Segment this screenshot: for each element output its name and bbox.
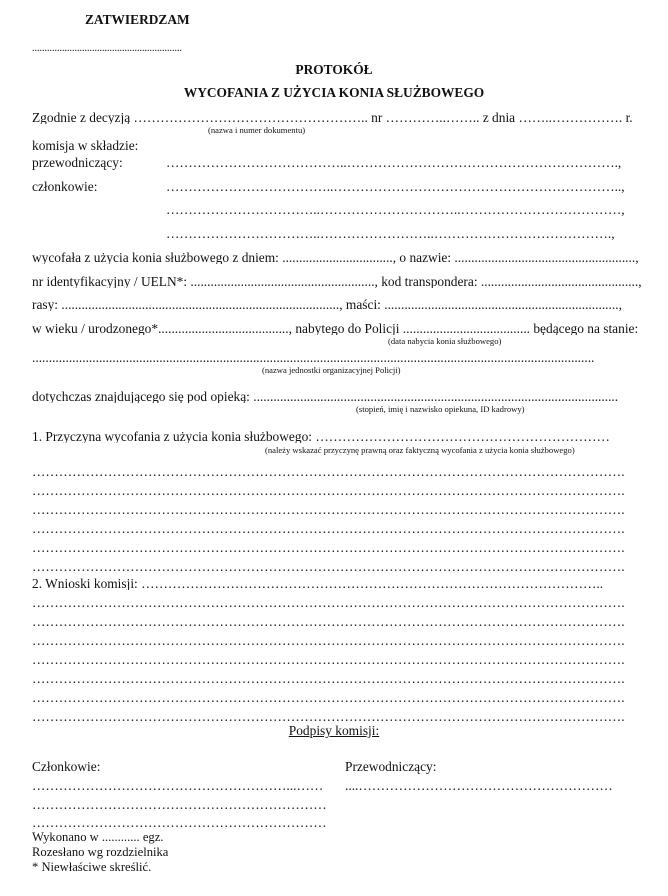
- horse-line-2: nr identyfikacyjny / UELN*: ......................................................., kod transpondera: ...............................................,: [32, 275, 642, 289]
- section-1-line: …………………………………………………………………………………………………………………….: [32, 522, 625, 536]
- section-2-line: …………………………………………………………………………………………………………………….: [32, 634, 625, 648]
- member-line-3: ……………………………..……………………..………………………………….,: [166, 227, 615, 241]
- section-2-line: …………………………………………………………………………………………………………………….: [32, 596, 625, 610]
- title-line-2: WYCOFANIA Z UŻYCIA KONIA SŁUŻBOWEGO: [183, 85, 485, 100]
- member-line-1: ………………………………..………………………………………………………..,: [166, 180, 625, 194]
- approve-heading: ZATWIERDZAM: [85, 12, 190, 27]
- acquisition-date-hint: (data nabycia konia służbowego): [388, 336, 502, 346]
- section-2-line: …………………………………………………………………………………………………………………….: [32, 672, 625, 686]
- chair-line: …………………………………..…………………………………………………….,: [166, 156, 622, 170]
- commission-label: komisja w składzie:: [32, 138, 139, 153]
- copies-note: Wykonano w ............ egz.: [32, 830, 164, 844]
- horse-line-3: rasy: ..................................................................................., maści: ......................................................................,: [32, 298, 622, 312]
- section-1-hint: (należy wskazać przyczynę prawną oraz faktyczną wycofania z użycia konia służbowego): [265, 445, 575, 455]
- section-1-line: …………………………………………………………………………………………………………………….: [32, 560, 625, 574]
- signature-chair-label: Przewodniczący:: [345, 759, 437, 774]
- caretaker-hint: (stopień, imię i nazwisko opiekuna, ID kadrowy): [356, 404, 525, 414]
- chair-label: przewodniczący:: [32, 155, 123, 170]
- section-2-heading: 2. Wnioski komisji: …………………………………………………………………………………………..: [32, 577, 604, 591]
- section-1-line: …………………………………………………………………………………………………………………….: [32, 465, 625, 479]
- title-line-1: PROTOKÓŁ: [295, 62, 373, 77]
- decision-line: Zgodnie z decyzją …………………………………………….. nr …………..…….. z dnia ……..……………. r.: [32, 111, 633, 125]
- unit-hint: (nazwa jednostki organizacyjnej Policji): [262, 365, 401, 375]
- section-2-line: …………………………………………………………………………………………………………………….: [32, 691, 625, 705]
- signature-members-label: Członkowie:: [32, 759, 101, 774]
- section-1-line: …………………………………………………………………………………………………………………….: [32, 503, 625, 517]
- horse-line-6: dotychczas znajdującego się pod opieką: .............................................................................................................: [32, 390, 619, 404]
- members-label: członkowie:: [32, 179, 98, 194]
- decision-hint: (nazwa i numer dokumentu): [208, 125, 306, 135]
- horse-line-1: wycofała z użycia konia służbowego z dniem: ................................., o nazwie: ......................................................,: [32, 251, 639, 265]
- signature-member-line: …………………………………………………...……: [32, 779, 324, 793]
- member-line-2: ……………………………..…………………………..………………………………,: [166, 203, 625, 217]
- strike-note: * Niewłaściwe skreślić.: [32, 860, 152, 874]
- section-2-line: …………………………………………………………………………………………………………………….: [32, 710, 625, 724]
- section-1-heading: 1. Przyczyna wycofania z użycia konia służbowego: …………………………………………………………: [32, 430, 610, 444]
- horse-line-4: w wieku / urodzonego*......................................., nabytego do Policji ...................................... będącego na stanie:: [32, 322, 639, 336]
- distribution-note: Rozesłano wg rozdzielnika: [32, 845, 169, 859]
- signature-member-line: …………………………………………………………: [32, 798, 327, 812]
- section-2-line: …………………………………………………………………………………………………………………….: [32, 653, 625, 667]
- signature-chair-line: ....…………………………………………………: [345, 779, 613, 793]
- section-1-line: …………………………………………………………………………………………………………………….: [32, 541, 625, 555]
- signatures-heading: Podpisy komisji:: [288, 723, 380, 738]
- section-2-line: …………………………………………………………………………………………………………………….: [32, 615, 625, 629]
- signature-member-line: …………………………………………………………: [32, 816, 327, 830]
- horse-line-5: ........................................................................................................................................................................: [32, 351, 595, 365]
- section-1-line: …………………………………………………………………………………………………………………….: [32, 484, 625, 498]
- approve-signature-line: ............................................................: [32, 43, 182, 54]
